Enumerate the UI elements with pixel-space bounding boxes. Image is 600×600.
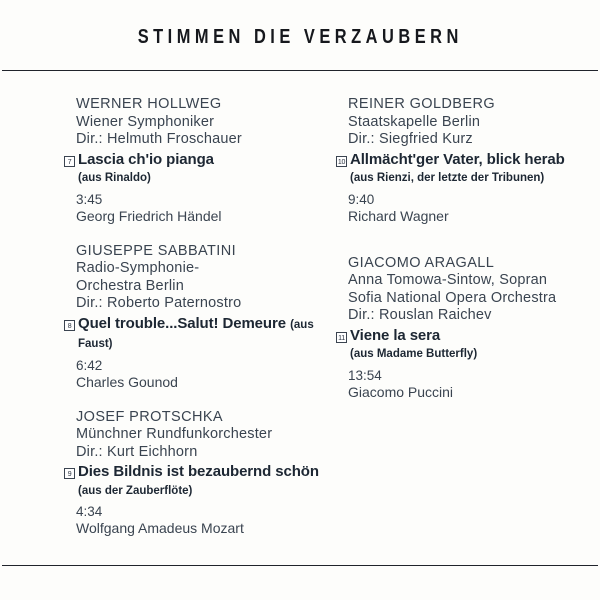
track-title-row[interactable] (336, 151, 588, 188)
track-entry (64, 409, 326, 538)
track-title-main: Allmächt'ger Vater, blick herab (350, 150, 565, 168)
track-subtitle: (aus Rienzi, der letzte der Tribunen) (350, 172, 545, 184)
track-title-row[interactable] (64, 463, 326, 500)
footer-divider (2, 565, 598, 566)
track-column-right (336, 96, 588, 401)
track-duration: 13:54 (348, 367, 382, 383)
track-duration: 9:40 (348, 191, 375, 207)
track-subtitle: (aus Rinaldo) (78, 172, 151, 184)
performer-name: REINER GOLDBERG (348, 96, 495, 112)
performer-credit: Wiener Symphoniker (76, 113, 215, 130)
track-title-main: Dies Bildnis ist bezaubernd schön (78, 463, 319, 480)
track-composer: Charles Gounod (76, 373, 178, 390)
header-divider (2, 70, 598, 71)
track-title (350, 327, 588, 364)
performer-credit: Anna Tomowa-Sintow, Sopran (348, 272, 548, 288)
track-title-main: Viene la sera (350, 326, 441, 344)
track-title-row[interactable] (336, 327, 588, 364)
track-title (78, 315, 326, 354)
track-composer: Wolfgang Amadeus Mozart (76, 520, 244, 536)
performer-credit: Orchestra Berlin (76, 277, 184, 294)
track-title (350, 151, 588, 188)
track-number-badge: 10 (336, 156, 347, 167)
track-subtitle: (aus der Zauberflöte) (78, 484, 193, 497)
track-composer: Georg Friedrich Händel (76, 207, 222, 224)
performer-name: WERNER HOLLWEG (76, 96, 222, 112)
track-duration: 3:45 (76, 191, 103, 207)
performer-name: GIUSEPPE SABBATINI (76, 242, 237, 259)
track-entry (336, 96, 588, 225)
track-entry (64, 96, 326, 225)
performer-credit: Dir.: Roberto Paternostro (76, 295, 242, 311)
performer-credit: Dir.: Kurt Eichhorn (76, 443, 198, 460)
performer-credit: Sofia National Opera Orchestra (348, 289, 557, 306)
track-entry (336, 255, 588, 401)
track-title (78, 463, 326, 500)
track-entry (64, 243, 326, 391)
track-title-row[interactable] (64, 315, 326, 354)
track-number-badge: 7 (64, 156, 75, 167)
performer-credit: Dir.: Rouslan Raichev (348, 307, 492, 323)
performer-credit: Dir.: Helmuth Froschauer (76, 131, 242, 147)
performer-name: JOSEF PROTSCHKA (76, 408, 223, 425)
track-number-badge: 9 (64, 468, 75, 479)
performer-credit: Dir.: Siegfried Kurz (348, 131, 473, 147)
track-number-badge: 8 (64, 320, 75, 331)
performer-credit: Münchner Rundfunkorchester (76, 426, 273, 442)
page-header (0, 26, 600, 49)
performer-name: GIACOMO ARAGALL (348, 254, 495, 271)
track-composer: Richard Wagner (348, 207, 449, 224)
track-duration: 6:42 (76, 357, 103, 373)
track-subtitle: (aus Faust) (78, 318, 314, 350)
track-title-main: Lascia ch'io pianga (78, 150, 214, 168)
track-composer: Giacomo Puccini (348, 383, 454, 400)
track-subtitle: (aus Madame Butterfly) (350, 348, 478, 360)
performer-credit: Staatskapelle Berlin (348, 113, 481, 130)
track-title (78, 151, 326, 188)
track-duration: 4:34 (76, 504, 103, 519)
page-title: STIMMEN DIE VERZAUBERN (137, 26, 463, 48)
performer-credit: Radio-Symphonie- (76, 260, 200, 276)
track-title-row[interactable] (64, 151, 326, 188)
track-title-main: Quel trouble...Salut! Demeure (78, 314, 286, 332)
track-column-left (64, 96, 326, 537)
track-number-badge: 11 (336, 332, 347, 343)
